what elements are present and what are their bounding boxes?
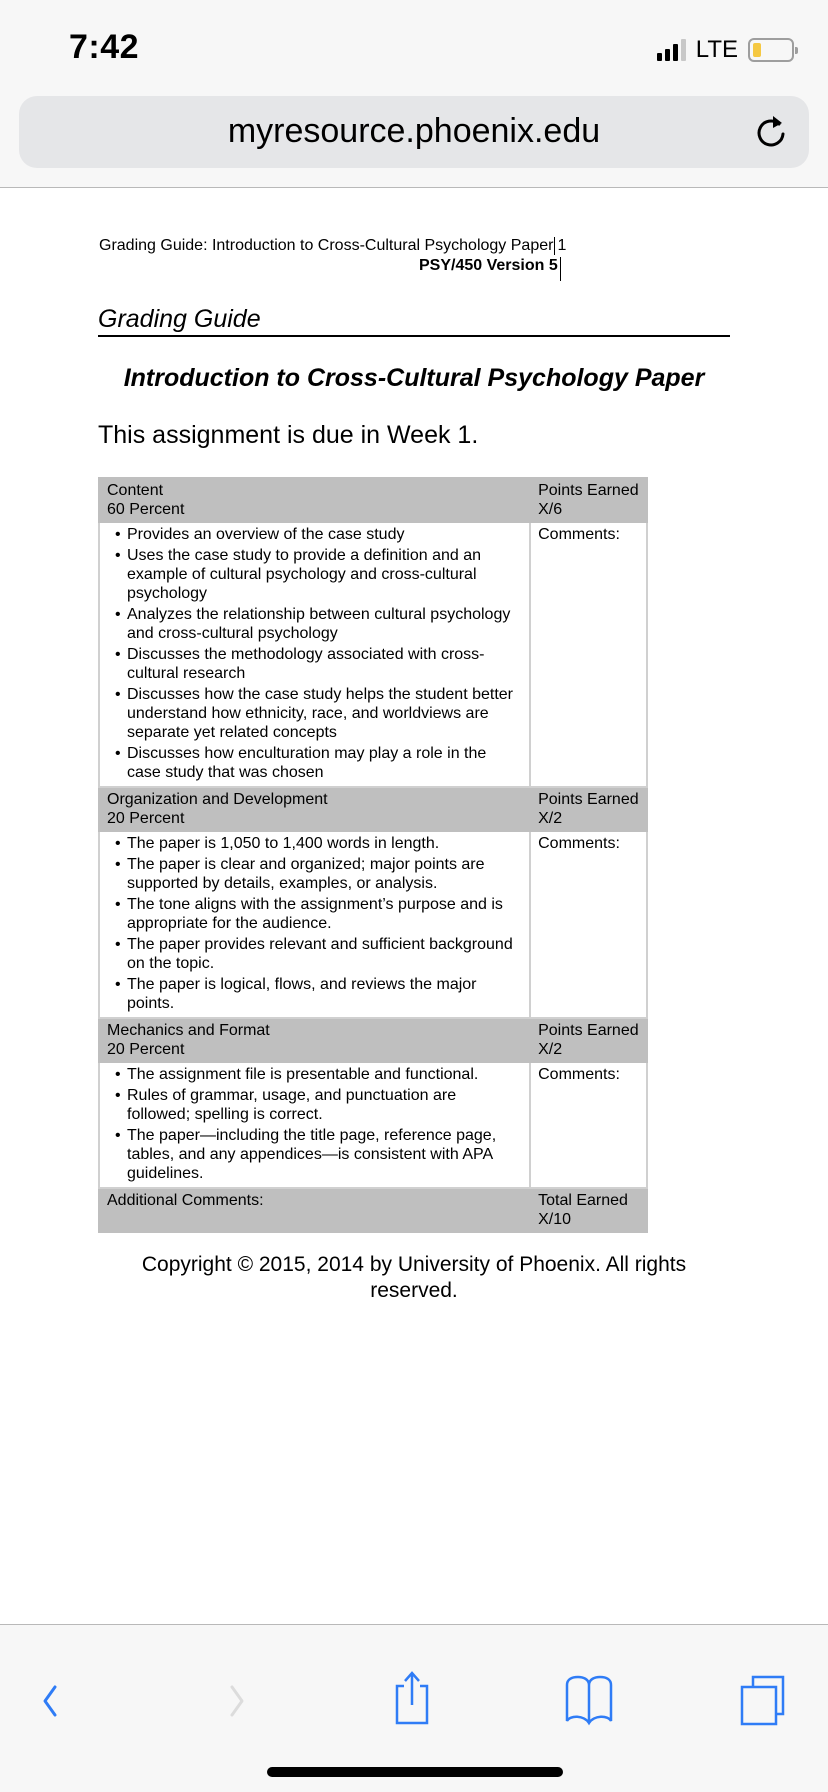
section-title: Content (107, 482, 164, 499)
criteria-list (107, 1065, 523, 1183)
browser-top-chrome (0, 0, 828, 188)
section-weight: 20 Percent (107, 810, 185, 827)
points-value: X/2 (538, 810, 563, 827)
section-header-organization (99, 787, 647, 831)
criterion: • Analyzes the relationship between cultural psychology and cross-cultural psychology (107, 605, 523, 643)
points-label: Points Earned (538, 1022, 639, 1039)
points-label: Points Earned (538, 791, 639, 808)
browser-toolbar (0, 1624, 828, 1792)
tabs-button[interactable] (734, 1671, 794, 1731)
share-button[interactable] (382, 1671, 442, 1731)
bookmarks-icon (561, 1673, 617, 1729)
criterion: • The paper—including the title page, reference page, tables, and any appendices—is consistent with APA guidelines. (107, 1126, 523, 1183)
criterion: • The paper is clear and organized; major points are supported by details, examples, or analysis. (107, 855, 523, 893)
signal-icon (657, 39, 686, 61)
additional-comments-label: Additional Comments: (107, 1192, 264, 1209)
home-indicator[interactable] (267, 1767, 563, 1777)
comments-label: Comments: (538, 1066, 620, 1083)
share-icon (388, 1671, 436, 1731)
criterion: • The paper provides relevant and sufficient background on the topic. (107, 935, 523, 973)
forward-icon (216, 1681, 256, 1721)
page-title: Introduction to Cross-Cultural Psychology Paper (123, 364, 705, 392)
section-header-mechanics (99, 1018, 647, 1062)
criteria-list (107, 834, 523, 1013)
document-page (0, 189, 828, 1624)
back-icon (31, 1681, 71, 1721)
section-body-mechanics (99, 1062, 647, 1188)
page-number: 1 (554, 237, 566, 255)
network-type: LTE (695, 36, 738, 63)
url-bar[interactable] (19, 96, 809, 168)
total-label: Total Earned (538, 1192, 628, 1209)
criterion: • Discusses how the case study helps the student better understand how ethnicity, race, and worldviews are separate yet related concepts (107, 685, 523, 742)
battery-icon (748, 38, 794, 62)
section-weight: 20 Percent (107, 1041, 185, 1058)
copyright-text: Copyright © 2015, 2014 by University of Phoenix. All rights reserved. (141, 1253, 687, 1302)
url-text[interactable]: myresource.phoenix.edu (227, 112, 601, 150)
criterion: • Discusses how enculturation may play a role in the case study that was chosen (107, 744, 523, 782)
status-time: 7:42 (69, 28, 140, 66)
points-value: X/2 (538, 1041, 563, 1058)
section-weight: 60 Percent (107, 501, 185, 518)
running-header (99, 237, 566, 255)
criterion: • Provides an overview of the case study (107, 525, 523, 544)
criterion: • Rules of grammar, usage, and punctuation are followed; spelling is correct. (107, 1086, 523, 1124)
due-text: This assignment is due in Week 1. (98, 421, 479, 449)
status-indicators (657, 36, 794, 64)
section-title: Organization and Development (107, 791, 328, 808)
bookmarks-button[interactable] (559, 1671, 619, 1731)
rubric-table (98, 477, 648, 1233)
section-header-content (99, 478, 647, 522)
criterion: • The paper is logical, flows, and reviews the major points. (107, 975, 523, 1013)
reload-icon[interactable] (751, 112, 791, 152)
total-value: X/10 (538, 1211, 572, 1228)
guide-heading: Grading Guide (98, 305, 730, 337)
criterion: • The paper is 1,050 to 1,400 words in length. (107, 834, 523, 853)
comments-label: Comments: (538, 526, 620, 543)
section-body-content (99, 522, 647, 787)
section-title: Mechanics and Format (107, 1022, 270, 1039)
course-version: PSY/450 Version 5 (419, 257, 561, 281)
criterion: • Uses the case study to provide a definition and an example of cultural psychology and cross-cultural psychology (107, 546, 523, 603)
rubric-footer (99, 1188, 647, 1232)
section-body-organization (99, 831, 647, 1018)
back-button[interactable] (21, 1671, 81, 1731)
criterion: • The assignment file is presentable and functional. (107, 1065, 523, 1084)
criteria-list (107, 525, 523, 782)
tabs-icon (736, 1673, 792, 1729)
forward-button[interactable] (206, 1671, 266, 1731)
criterion: • The tone aligns with the assignment’s purpose and is appropriate for the audience. (107, 895, 523, 933)
running-header-title: Grading Guide: Introduction to Cross-Cultural Psychology Paper (99, 237, 554, 254)
criterion: • Discusses the methodology associated with cross-cultural research (107, 645, 523, 683)
comments-label: Comments: (538, 835, 620, 852)
points-value: X/6 (538, 501, 563, 518)
points-label: Points Earned (538, 482, 639, 499)
